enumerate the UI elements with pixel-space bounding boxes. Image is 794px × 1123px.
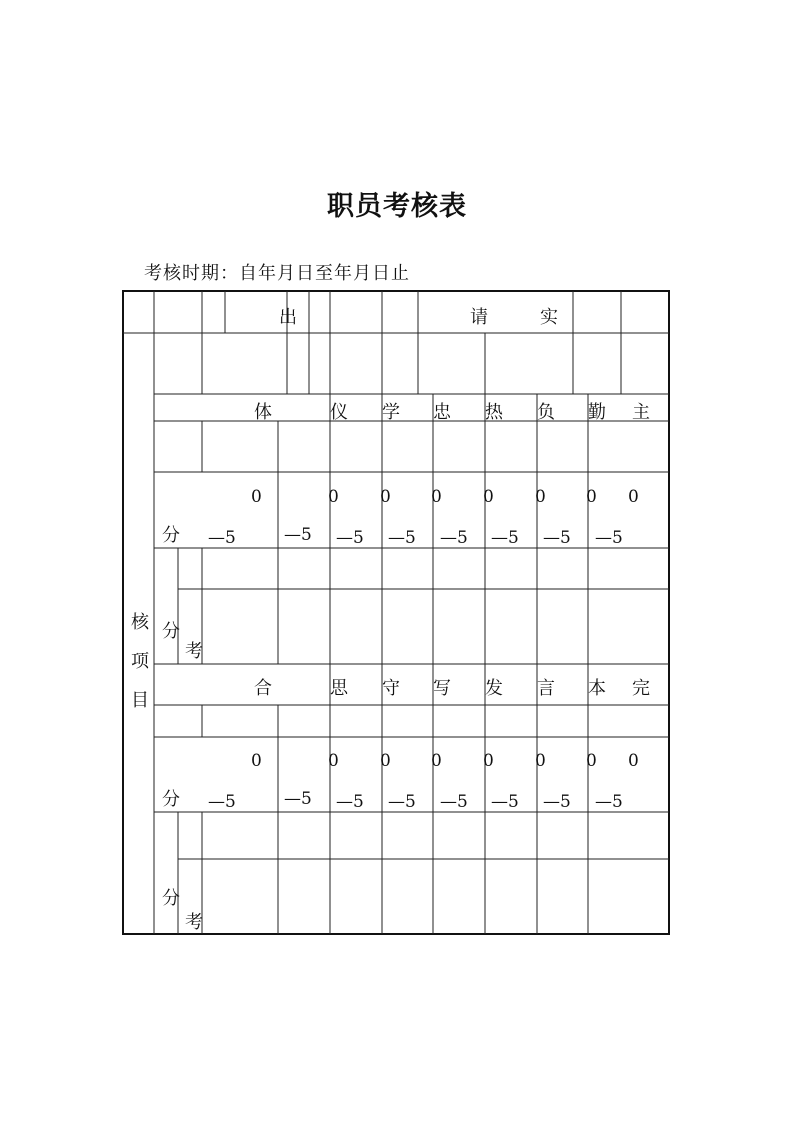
s1-item: 勤 — [588, 402, 606, 423]
s2-item: 思 — [330, 678, 348, 699]
s1-score-top: 0 — [586, 487, 597, 507]
s1-item: 仪 — [330, 402, 348, 423]
s2-score-top: 0 — [251, 751, 262, 771]
s2-score-top: 0 — [535, 751, 546, 771]
s2-item: 写 — [433, 678, 451, 699]
s2-score-bottom: —5 — [336, 792, 364, 812]
s2-item: 完 — [632, 678, 650, 699]
s2-item: 言 — [537, 678, 555, 699]
s1-score-bottom: —5 — [336, 528, 364, 548]
s2-item: 发 — [485, 678, 503, 699]
header-cell-1: 出 — [279, 307, 297, 328]
s1-score-bottom: —5 — [388, 528, 416, 548]
s2-score-bottom: —5 — [284, 789, 312, 809]
s2-score-bottom: —5 — [595, 792, 623, 812]
s1-sub-score-label: 分 — [162, 621, 180, 642]
s1-score-top: 0 — [483, 487, 494, 507]
s1-score-top: 0 — [431, 487, 442, 507]
s2-score-top: 0 — [431, 751, 442, 771]
s1-item: 忠 — [433, 402, 451, 423]
s2-item: 守 — [382, 678, 400, 699]
header-cell-3: 实 — [540, 307, 558, 328]
side-label-2: 项 — [131, 651, 149, 672]
s2-score-top: 0 — [586, 751, 597, 771]
s2-score-bottom: —5 — [208, 792, 236, 812]
s2-exam-label: 考 — [185, 912, 203, 933]
s2-score-top: 0 — [483, 751, 494, 771]
s1-score-bottom: —5 — [543, 528, 571, 548]
s2-score-label: 分 — [162, 789, 180, 810]
header-row-grid — [123, 291, 669, 934]
s1-score-top: 0 — [328, 487, 339, 507]
s2-score-top: 0 — [328, 751, 339, 771]
s2-score-bottom: —5 — [543, 792, 571, 812]
s1-item: 体 — [254, 402, 272, 423]
s1-item: 热 — [485, 402, 503, 423]
s1-score-bottom: —5 — [284, 525, 312, 545]
s1-score-top: 0 — [628, 487, 639, 507]
s1-score-bottom: —5 — [491, 528, 519, 548]
side-label-3: 目 — [131, 690, 149, 711]
assessment-period: 考核时期：自年月日至年月日止 — [144, 263, 410, 284]
s1-score-bottom: —5 — [595, 528, 623, 548]
table-frame — [123, 291, 669, 934]
page-title: 职员考核表 — [327, 191, 467, 222]
s2-score-bottom: —5 — [440, 792, 468, 812]
s2-item: 合 — [254, 678, 272, 699]
s1-item: 学 — [382, 402, 400, 423]
header-cell-2: 请 — [470, 307, 488, 328]
s1-exam-label: 考 — [185, 641, 203, 662]
s2-score-top: 0 — [628, 751, 639, 771]
s1-score-bottom: —5 — [440, 528, 468, 548]
s2-item: 本 — [588, 678, 606, 699]
s2-sub-score-label: 分 — [162, 888, 180, 909]
s1-score-bottom: —5 — [208, 528, 236, 548]
s2-score-bottom: —5 — [388, 792, 416, 812]
body-row-lines — [154, 394, 669, 859]
s1-score-top: 0 — [251, 487, 262, 507]
s1-score-top: 0 — [535, 487, 546, 507]
s1-item: 负 — [537, 402, 555, 423]
s1-score-label: 分 — [162, 525, 180, 546]
s1-item: 主 — [632, 402, 650, 423]
s1-score-top: 0 — [380, 487, 391, 507]
s2-score-bottom: —5 — [491, 792, 519, 812]
side-label-1: 核 — [131, 612, 149, 633]
s2-score-top: 0 — [380, 751, 391, 771]
